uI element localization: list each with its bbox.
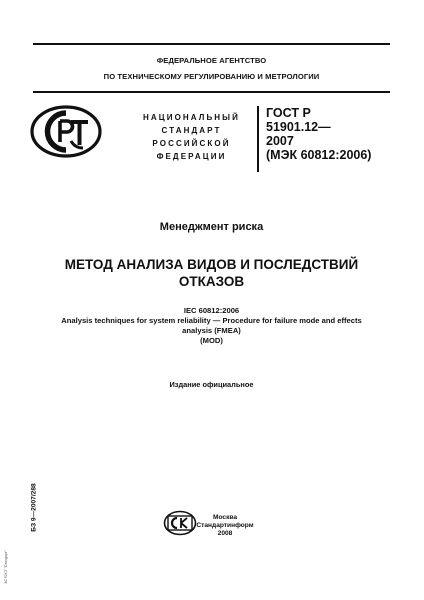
rst-logo-icon xyxy=(30,105,102,158)
iec-line-4: (MOD) xyxy=(200,336,223,345)
designation-line-3: 2007 xyxy=(266,134,294,148)
designation-line-2: 51901.12— xyxy=(266,120,331,134)
publisher-block xyxy=(196,514,254,538)
margin-note xyxy=(2,545,10,595)
publisher-city: Москва xyxy=(212,514,238,521)
designation-line-1: ГОСТ Р xyxy=(266,106,311,120)
header-rule-top xyxy=(33,43,390,45)
agency-line-1: ФЕДЕРАЛЬНОЕ АГЕНТСТВО xyxy=(156,56,267,65)
iec-line-1: IEC 60812:2006 xyxy=(183,306,240,315)
margin-note-text: ЗС ГОСТ "Стандарт" xyxy=(4,550,8,584)
agency-line-2: ПО ТЕХНИЧЕСКОМУ РЕГУЛИРОВАНИЮ И МЕТРОЛОГИИ xyxy=(103,72,320,81)
designation-line-4: (МЭК 60812:2006) xyxy=(266,148,372,162)
iec-line-2: Analysis techniques for system reliability — Procedure for failure mode and effects xyxy=(61,316,362,325)
national-standard-line-2: СТАНДАРТ xyxy=(161,126,222,135)
document-subtitle: Менеджмент риска xyxy=(159,221,264,233)
iec-line-3: analysis (FMEA) xyxy=(182,326,241,335)
designation-divider xyxy=(257,106,259,172)
side-code xyxy=(27,480,41,540)
iec-reference xyxy=(33,306,390,346)
title-line-1: МЕТОД АНАЛИЗА ВИДОВ И ПОСЛЕДСТВИЙ xyxy=(64,257,359,272)
header-rule-bottom xyxy=(33,91,390,93)
edition-label: Издание официальное xyxy=(169,380,254,389)
national-standard-line-4: ФЕДЕРАЦИИ xyxy=(156,152,227,161)
national-standard-block xyxy=(130,111,253,163)
publisher-name: Стандартинформ xyxy=(196,522,254,529)
standard-designation xyxy=(266,106,411,162)
national-standard-line-1: НАЦИОНАЛЬНЫЙ xyxy=(143,113,240,122)
national-standard-line-3: РОССИЙСКОЙ xyxy=(152,139,231,148)
publisher-year: 2008 xyxy=(217,530,233,537)
document-title xyxy=(33,256,390,290)
standartinform-logo-icon xyxy=(163,510,197,536)
side-code-text: БЗ 9—2007/288 xyxy=(30,483,38,532)
title-line-2: ОТКАЗОВ xyxy=(178,274,245,289)
